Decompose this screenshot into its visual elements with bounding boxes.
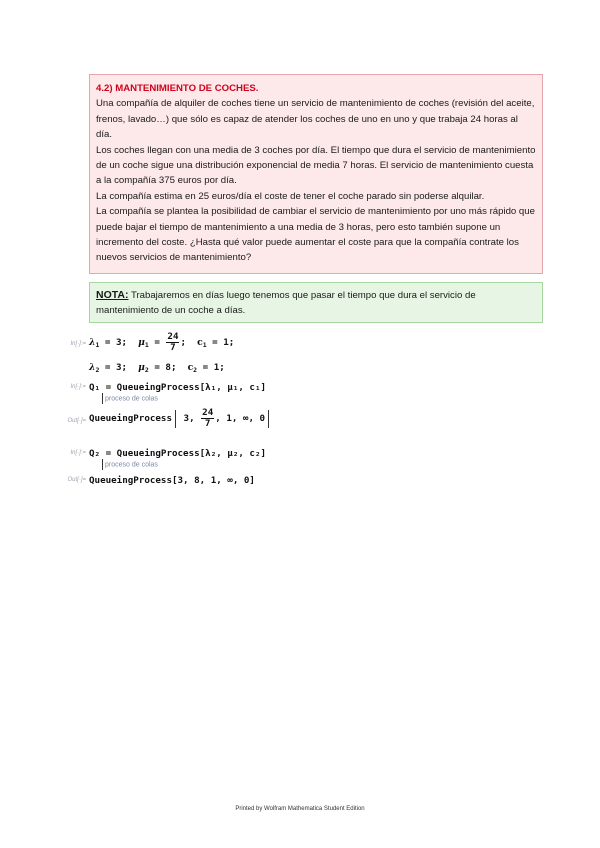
problem-paragraph-3: La compañía estima en 25 euros/día el coste de tener el coche parado sin poderse alquilar. (96, 190, 485, 202)
mu1-denominator: 7 (170, 342, 176, 353)
input-cell-q2[interactable] (40, 448, 560, 472)
output-cell-q1 (40, 408, 560, 436)
mu1-fraction (166, 332, 179, 353)
q1-output-fn: QueueingProcess (89, 413, 172, 424)
input-cell-q1[interactable] (40, 382, 560, 406)
q1-output-rest: 1, ∞, 0 (226, 413, 266, 424)
input-cell-parameters[interactable] (40, 330, 560, 380)
c2-value: 1 (213, 362, 220, 373)
problem-paragraph-2: Los coches llegan con una media de 3 coches por día. El tiempo que dura el servicio de mantenimiento de un coche sigue una distribución exponencial de media 7 horas. El servicio de mantenimiento cuesta a la compañía 375 euros por día. (96, 144, 536, 187)
q2-input-code[interactable]: Q₂ = QueueingProcess[λ₂, μ₂, c₂] (89, 448, 267, 459)
q1-output-expression: QueueingProcess 3, $\frac{24}{7}$ , 1, ∞, 0 (89, 408, 271, 429)
input-label: In[·]:= (70, 450, 86, 456)
output-cell-q2 (40, 475, 560, 489)
function-hint (100, 459, 158, 470)
q2-output-expression: QueueingProcess[3, 8, 1, ∞, 0] (89, 475, 255, 486)
q1-output-denominator: 7 (204, 418, 211, 429)
note-label: NOTA: (96, 289, 129, 301)
problem-paragraph-1: Una compañía de alquiler de coches tiene un servicio de mantenimiento de coches (revisión del aceite, frenos, lavado…) que sólo es capaz de atender los coches de uno en uno y que trabaja 24 horas al día. (96, 98, 535, 141)
problem-title-period: . (255, 83, 259, 94)
parameters-line-1[interactable]: $\lambda_1 = 3$; $\mu_1$ = $\frac{24}{7}$ ; $c_1 = 1$; (89, 331, 235, 353)
q1-output-arg-a: 3 (183, 413, 190, 424)
problem-heading (96, 81, 536, 96)
lambda2-value: 3 (115, 362, 122, 373)
q1-output-fraction (201, 408, 214, 429)
function-hint-text: proceso de colas (105, 461, 158, 469)
output-label: Out[·]= (67, 418, 86, 424)
mu2-value: 8 (165, 362, 171, 373)
print-footer: Printed by Wolfram Mathematica Student Edition (235, 806, 365, 812)
input-label: In[·]:= (70, 341, 86, 347)
note-box (89, 282, 543, 323)
c1-value: 1 (223, 337, 229, 348)
input-label: In[·]:= (70, 384, 86, 390)
mu1-numerator: 24 (167, 331, 179, 342)
parameters-line-2[interactable]: $\lambda_2 = 3$; $\mu_2 = 8$; $c_2 = 1$; (89, 362, 225, 374)
q1-input-code[interactable]: Q₁ = QueueingProcess[λ₁, μ₁, c₁] (89, 382, 267, 393)
problem-number: 4.2) (96, 83, 113, 94)
function-hint-text: proceso de colas (105, 395, 158, 403)
problem-statement-box (89, 74, 543, 274)
function-hint (100, 393, 158, 404)
lambda1-value: 3 (115, 337, 122, 348)
q1-output-numerator: 24 (202, 407, 214, 418)
problem-title: MANTENIMIENTO DE COCHES (115, 83, 256, 94)
output-label: Out[·]= (67, 477, 86, 483)
problem-paragraph-4: La compañía se plantea la posibilidad de cambiar el servicio de mantenimiento por uno más rápido que puede bajar el tiempo de mantenimiento a una media de 3 horas, pero esto también supone un incremento del coste. ¿Hasta qué valor puede aumentar el coste para que la compañía contrate los nuevos servicios de mantenimiento? (96, 206, 535, 264)
note-text: Trabajaremos en días luego tenemos que pasar el tiempo que dura el servicio de mantenimiento de un coche a días. (96, 290, 476, 317)
